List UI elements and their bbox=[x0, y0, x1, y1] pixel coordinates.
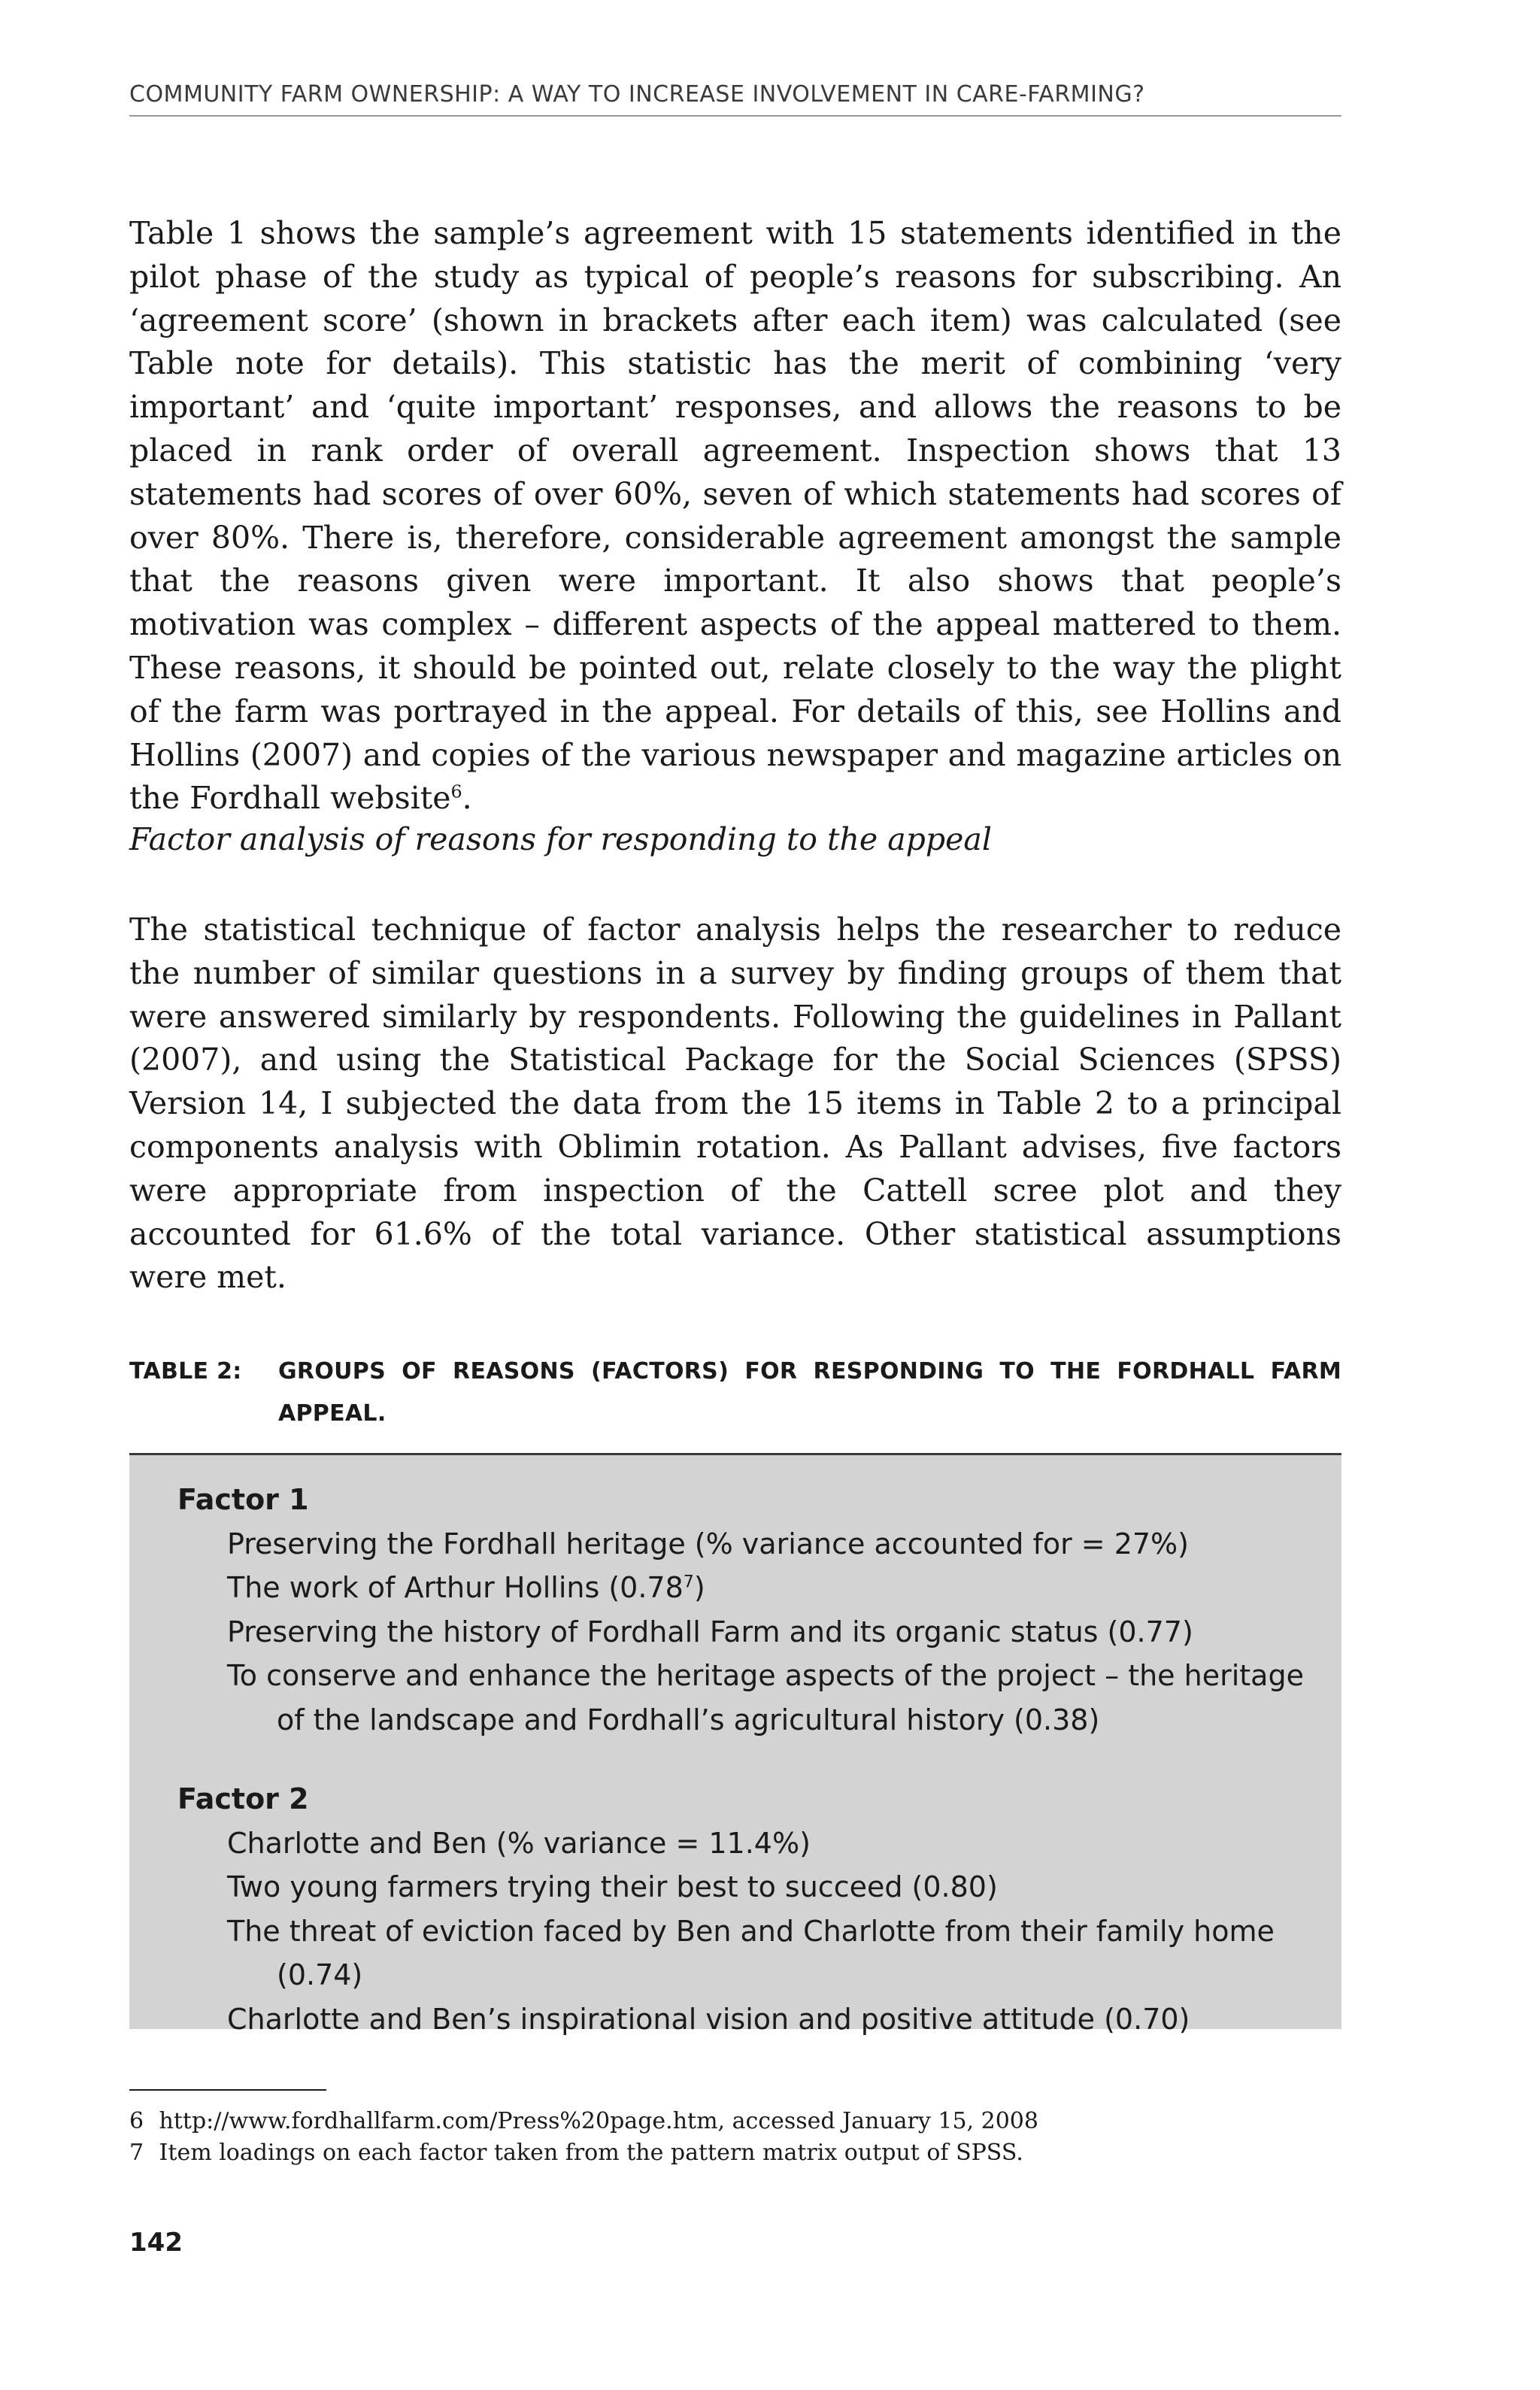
footnote-7 bbox=[129, 2137, 1341, 2169]
body-paragraph-1 bbox=[129, 212, 1341, 820]
footnote-ref-6[interactable]: 6 bbox=[450, 781, 462, 802]
table-label: TABLE 2: bbox=[129, 1358, 242, 1385]
factor-item: The threat of eviction faced by Ben and Charlotte from their family home (0.74) bbox=[227, 1914, 1275, 1991]
footnote-number: 6 bbox=[129, 2108, 144, 2134]
page-number: 142 bbox=[129, 2228, 183, 2258]
factor-item: Preserving the history of Fordhall Farm and its organic status (0.77) bbox=[227, 1615, 1193, 1648]
factor-item: Charlotte and Ben (% variance = 11.4%) bbox=[227, 1826, 811, 1860]
footnote-number: 7 bbox=[129, 2140, 144, 2166]
running-head: COMMUNITY FARM OWNERSHIP: A WAY TO INCREASE INVOLVEMENT IN CARE-FARMING? bbox=[129, 81, 1341, 117]
factor-item: Preserving the Fordhall heritage (% variance accounted for = 27%) bbox=[227, 1527, 1189, 1560]
section-subheading: Factor analysis of reasons for responding to the appeal bbox=[129, 821, 992, 857]
factor-title: Factor 2 bbox=[177, 1782, 309, 1815]
factor-item: To conserve and enhance the heritage aspects of the project – the heritage of the landscape and Fordhall’s agricultural history (0.38) bbox=[227, 1659, 1304, 1736]
factor-item: Two young farmers trying their best to succeed (0.80) bbox=[227, 1870, 998, 1903]
factor-item-text: The work of Arthur Hollins (0.78 bbox=[227, 1571, 684, 1604]
footnote-6 bbox=[129, 2106, 1341, 2137]
page bbox=[129, 0, 1341, 2390]
factor-item-end: ) bbox=[693, 1571, 705, 1604]
factor-group-1 bbox=[177, 1478, 1320, 1742]
factor-title: Factor 1 bbox=[177, 1483, 309, 1516]
table-caption-text: GROUPS OF REASONS (FACTORS) FOR RESPONDING TO THE FORDHALL FARM APPEAL. bbox=[278, 1358, 1341, 1427]
footnote-text: Item loadings on each factor taken from the pattern matrix output of SPSS. bbox=[159, 2140, 1023, 2166]
footnote-divider bbox=[129, 2089, 326, 2091]
factor-item-list bbox=[177, 1821, 1320, 2042]
paragraph-1-text: Table 1 shows the sample’s agreement with 15 statements identified in the pilot phase of the study as typical of people’s reasons for subscribing. An ‘agreement score’ (shown in brackets after each item) was calculated (see Table note for details). This statistic has the merit of combining ‘very important’ and ‘quite important’ responses, and allows the reasons to be placed in rank order of overall agreement. Inspection shows that 13 statements had scores of over 60%, seven of which statements had scores of over 80%. There is, therefore, considerable agreement amongst the sample that the reasons given were important. It also shows that people’s motivation was complex – different aspects of the appeal mattered to them. These reasons, it should be pointed out, relate closely to the way the plight of the farm was portrayed in the appeal. For details of this, see Hollins and Hollins (2007) and copies of the various newspaper and magazine articles on the Fordhall website bbox=[129, 215, 1341, 817]
factor-item-list bbox=[177, 1522, 1320, 1742]
factor-item bbox=[227, 1566, 1320, 1610]
footnote-ref-7[interactable]: 7 bbox=[683, 1573, 694, 1592]
factor-item: Charlotte and Ben’s inspirational vision and positive attitude (0.70) bbox=[227, 2002, 1190, 2036]
footnotes bbox=[129, 2106, 1341, 2169]
paragraph-1-end: . bbox=[462, 780, 472, 817]
table-caption bbox=[129, 1351, 1341, 1435]
footnote-link[interactable]: http://www.fordhallfarm.com/Press%20page.htm, accessed January 15, 2008 bbox=[159, 2108, 1038, 2134]
body-paragraph-2: The statistical technique of factor analysis helps the researcher to reduce the number of similar questions in a survey by finding groups of them that were answered similarly by respondents. Following the guidelines in Pallant (2007), and using the Statistical Package for the Social Sciences (SPSS) Version 14, I subjected the data from the 15 items in Table 2 to a principal components analysis with Oblimin rotation. As Pallant advises, five factors were appropriate from inspection of the Cattell scree plot and they accounted for 61.6% of the total variance. Other statistical assumptions were met. bbox=[129, 911, 1341, 1296]
factor-table bbox=[129, 1453, 1341, 2036]
factor-group-2 bbox=[177, 1777, 1320, 2041]
